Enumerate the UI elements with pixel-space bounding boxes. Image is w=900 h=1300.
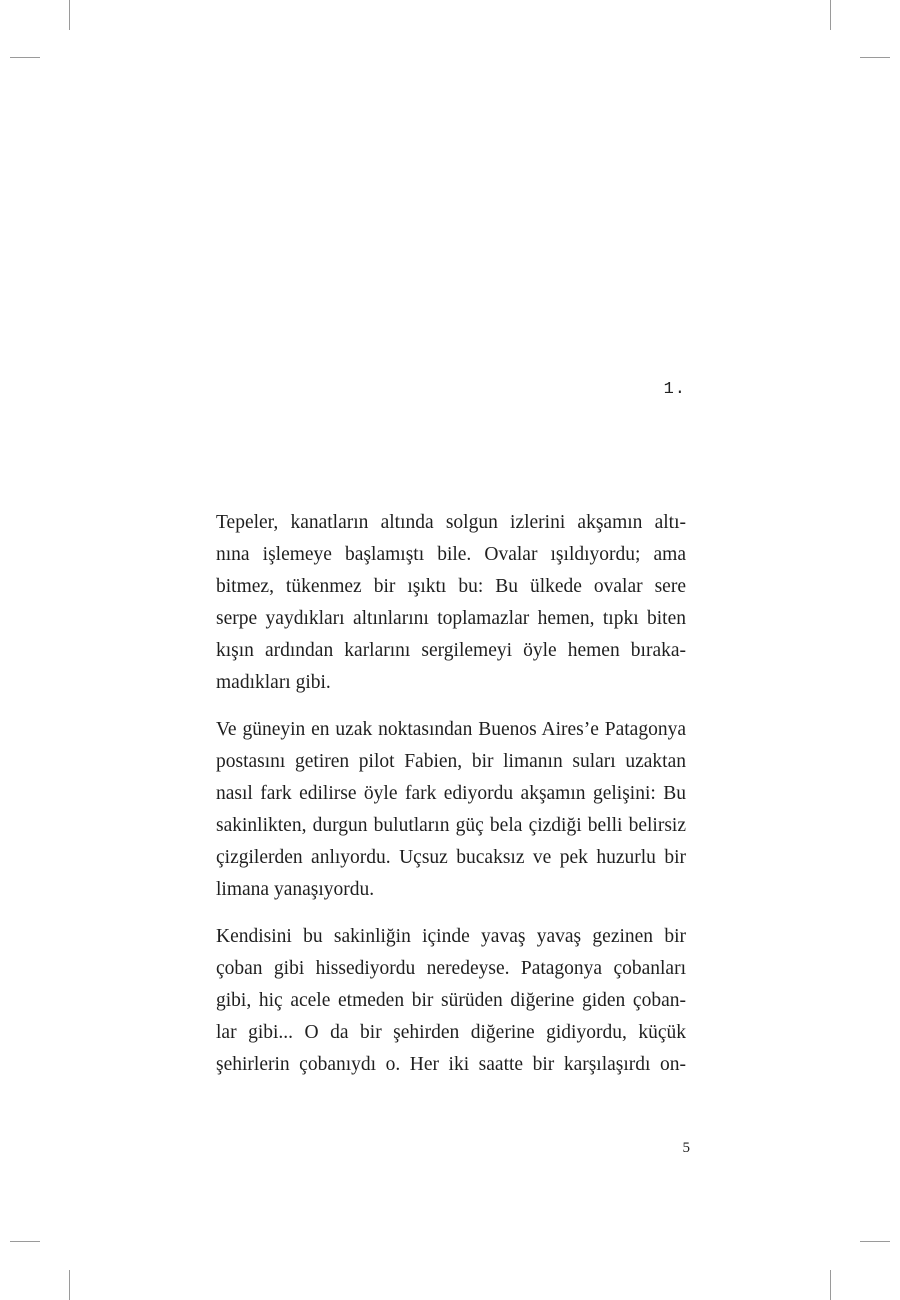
paragraph-3 — [216, 921, 686, 1081]
text-line: lar gibi... O da bir şehirden diğerine gidiyordu, küçük — [216, 1022, 686, 1043]
crop-mark-right-top — [860, 57, 890, 58]
text-line: madıkları gibi. — [216, 672, 331, 693]
text-line: postasını getiren pilot Fabien, bir limanın suları uzaktan — [216, 751, 686, 772]
text-line: serpe yaydıkları altınlarını toplamazlar hemen, tıpkı biten — [216, 608, 686, 629]
crop-mark-right-bottom — [860, 1241, 890, 1242]
body-text — [216, 507, 686, 1096]
paragraph-2 — [216, 714, 686, 906]
chapter-number: 1. — [663, 380, 686, 399]
text-line: nına işlemeye başlamıştı bile. Ovalar ışıldıyordu; ama — [216, 544, 686, 565]
crop-mark-left-top — [10, 57, 40, 58]
text-line: şehirlerin çobanıydı o. Her iki saatte bir karşılaşırdı on- — [216, 1054, 686, 1075]
text-line: gibi, hiç acele etmeden bir sürüden diğerine giden çoban- — [216, 990, 686, 1011]
text-line: Ve güneyin en uzak noktasından Buenos Aires’e Patagonya — [216, 719, 686, 740]
text-line: çoban gibi hissediyordu neredeyse. Patagonya çobanları — [216, 958, 686, 979]
text-line: Kendisini bu sakinliğin içinde yavaş yavaş gezinen bir — [216, 926, 686, 947]
crop-mark-top-left — [69, 0, 70, 30]
text-line: bitmez, tükenmez bir ışıktı bu: Bu ülkede ovalar sere — [216, 576, 686, 597]
crop-mark-bottom-right — [830, 1270, 831, 1300]
page-number: 5 — [682, 1140, 690, 1156]
text-line: nasıl fark edilirse öyle fark ediyordu akşamın gelişini: Bu — [216, 783, 686, 804]
crop-mark-left-bottom — [10, 1241, 40, 1242]
paragraph-1 — [216, 507, 686, 699]
text-line: çizgilerden anlıyordu. Uçsuz bucaksız ve pek huzurlu bir — [216, 847, 686, 868]
text-line: sakinlikten, durgun bulutların güç bela çizdiği belli belirsiz — [216, 815, 686, 836]
text-line: Tepeler, kanatların altında solgun izlerini akşamın altı- — [216, 512, 686, 533]
crop-mark-top-right — [830, 0, 831, 30]
crop-mark-bottom-left — [69, 1270, 70, 1300]
text-line: limana yanaşıyordu. — [216, 879, 375, 900]
text-line: kışın ardından karlarını sergilemeyi öyle hemen bıraka- — [216, 640, 686, 661]
